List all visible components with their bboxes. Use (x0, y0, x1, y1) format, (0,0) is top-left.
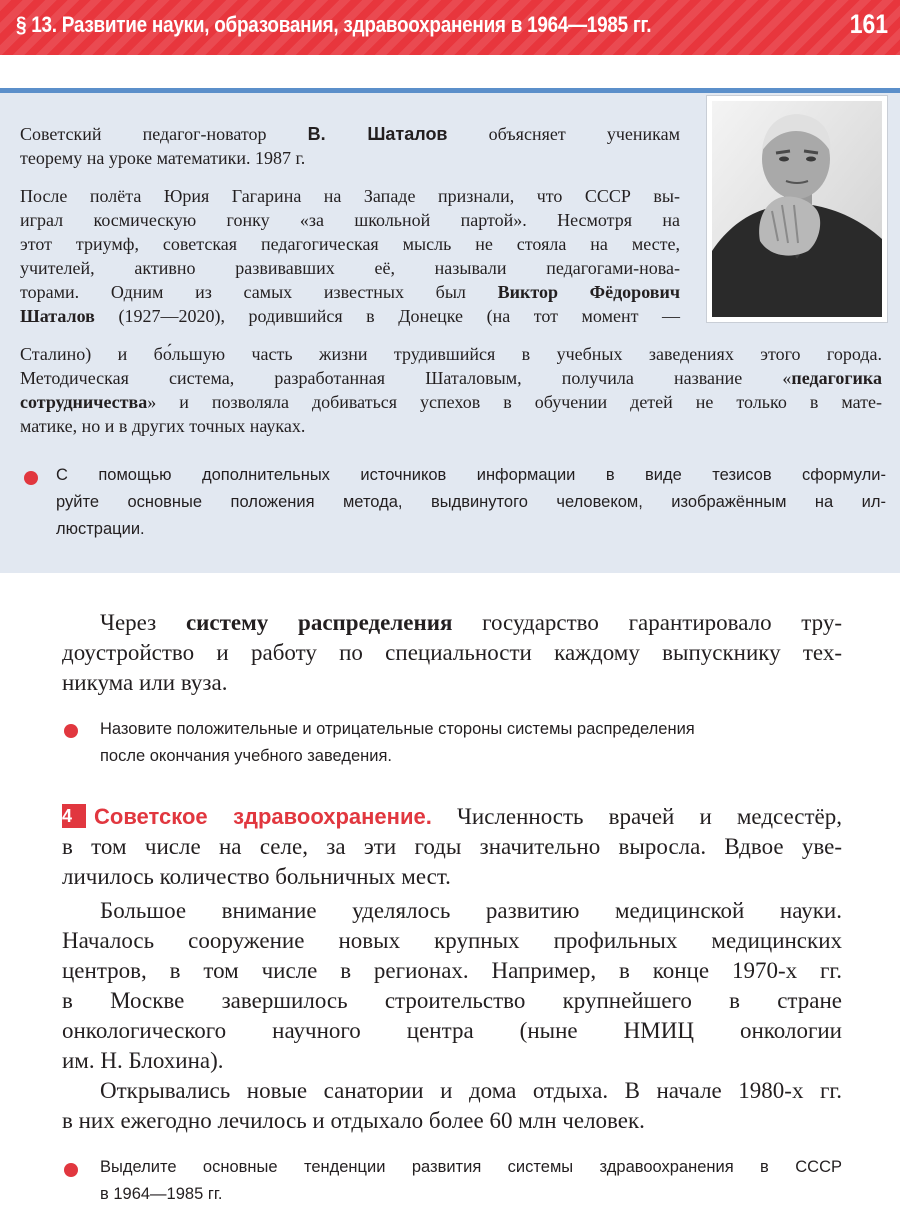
text-line: Открывались новые санатории и дома отдыха. В начале 1980-х гг. (100, 1078, 842, 1103)
text-line: матике, но и в других точных науках. (20, 416, 306, 436)
text-line (20, 366, 882, 390)
task-bullet-icon (64, 724, 78, 738)
text-line (20, 304, 680, 328)
text-line: после окончания учебного заведения. (100, 747, 393, 765)
person-name: Виктор Фёдорович (497, 282, 680, 302)
text-span: Методическая система, разработанная Шаталовым, получила название « (20, 368, 792, 388)
text-line: играл космическую гонку «за школьной партой». Несмотря на (20, 210, 680, 230)
task-text (100, 716, 842, 770)
text-line: этот триумф, советская педагогическая мысль не стояла на месте, (20, 234, 680, 254)
text-line: Началось сооружение новых крупных профильных медицинских (62, 928, 842, 953)
task-text (56, 462, 886, 543)
section-4-healthcare (62, 802, 842, 892)
text-span: Численность врачей и медсестёр, (456, 804, 843, 829)
infobox-paragraph-continued (20, 342, 882, 438)
text-line: личилось количество больничных мест. (62, 864, 451, 889)
text-line (62, 608, 842, 638)
text-line: никума или вуза. (62, 670, 228, 695)
section-title: Советское здравоохранение. (94, 804, 432, 829)
text-line: в 1964—1985 гг. (100, 1185, 223, 1203)
text-line (20, 390, 882, 414)
paragraph-distribution (62, 608, 842, 698)
text-line: Выделите основные тенденции развития системы здравоохранения в СССР (100, 1158, 842, 1176)
text-line (20, 280, 680, 304)
text-span: торами. Одним из самых известных был (20, 282, 466, 302)
portrait-photo (707, 96, 887, 322)
text-line (62, 802, 842, 832)
text-line: После полёта Юрия Гагарина на Западе признали, что СССР вы- (20, 186, 680, 206)
infobox-paragraph (20, 184, 680, 328)
task-bullet-icon (64, 1163, 78, 1177)
page-number: 161 (849, 9, 888, 39)
task-bullet-icon (24, 471, 38, 485)
text-line: руйте основные положения метода, выдвинутого человеком, изображённым на ил- (56, 493, 886, 511)
term-bold: систему распределения (185, 610, 453, 635)
caption-text: Советский педагог-новатор (20, 124, 267, 144)
text-line: в Москве завершилось строительство крупнейшего в стране (62, 988, 842, 1013)
section-number-badge: 4 (62, 804, 86, 828)
portrait-photo-icon (712, 101, 882, 317)
caption-text: объясняет ученикам (488, 124, 681, 144)
chapter-title: § 13. Развитие науки, образования, здравоохранения в 1964—1985 гг. (16, 12, 652, 37)
text-line: им. Н. Блохина). (62, 1048, 224, 1073)
text-line: учителей, активно развивавших её, называли педагогами-нова- (20, 258, 680, 278)
text-span: Через (100, 610, 157, 635)
text-span: (1927—2020), родившийся в Донецке (на тот момент — (118, 306, 680, 326)
text-line: центров, в том числе в регионах. Например, в конце 1970-х гг. (62, 958, 842, 983)
task-text (100, 1154, 842, 1208)
caption-name: В. Шаталов (307, 124, 448, 144)
chapter-header (0, 0, 900, 55)
text-line: люстрации. (56, 520, 145, 538)
text-line: С помощью дополнительных источников информации в виде тезисов сформули- (56, 466, 886, 484)
term-bold: педагогика (791, 368, 882, 388)
paragraph-medical-science (62, 896, 842, 1076)
text-line: в них ежегодно лечилось и отдыхало более 60 млн человек. (62, 1108, 645, 1133)
text-line: Большое внимание уделялось развитию медицинской науки. (100, 898, 842, 923)
text-line: Назовите положительные и отрицательные стороны системы распределения (100, 720, 695, 738)
term-bold: сотрудничества (20, 392, 148, 412)
text-line: онкологического научного центра (ныне НМИЦ онкологии (62, 1018, 842, 1043)
text-line: доустройство и работу по специальности каждому выпускнику тех- (62, 640, 842, 665)
caption-line-1 (20, 122, 680, 146)
paragraph-sanatoriums (62, 1076, 842, 1136)
text-line: Сталино) и бо́льшую часть жизни трудившийся в учебных заведениях этого города. (20, 344, 882, 364)
photo-caption (20, 122, 680, 170)
text-span: государство гарантировало тру- (482, 610, 842, 635)
person-surname: Шаталов (20, 306, 95, 326)
text-line: в том числе на селе, за эти годы значительно выросла. Вдвое уве- (62, 834, 842, 859)
caption-line-2: теорему на уроке математики. 1987 г. (20, 148, 306, 168)
text-span: » и позволяла добиваться успехов в обучении детей не только в мате- (147, 392, 882, 412)
